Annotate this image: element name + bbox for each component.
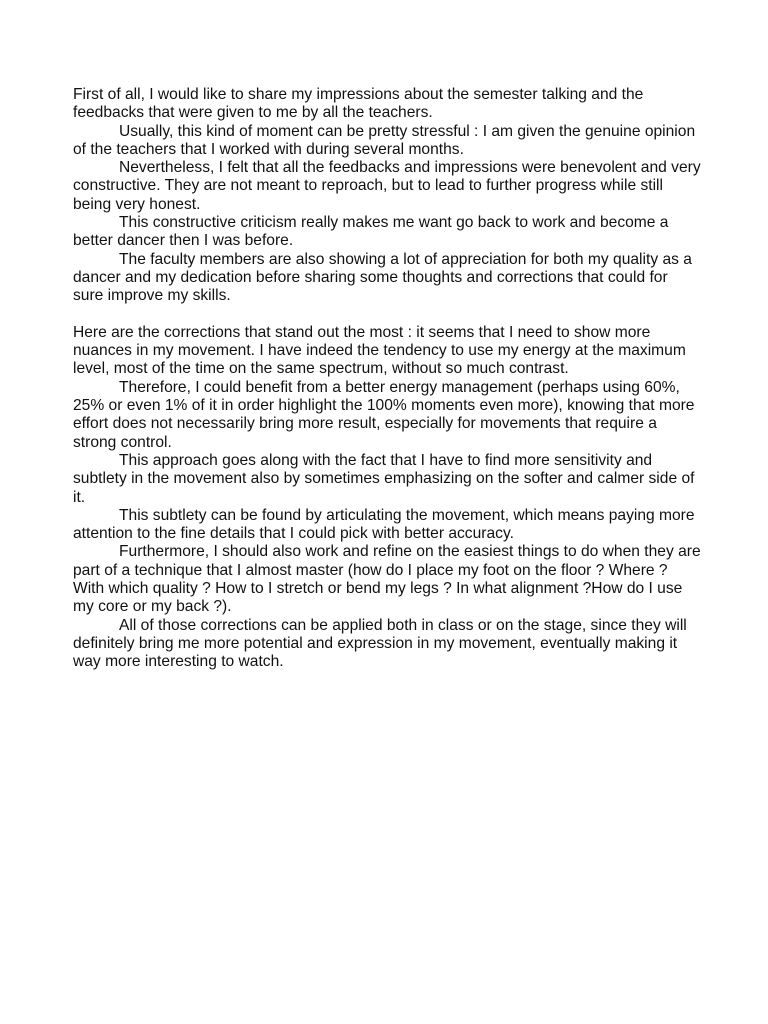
paragraph: This approach goes along with the fact that I have to find more sensitivity and subtlety in the movement also by sometimes emphasizing on the softer and calmer side of it.: [73, 451, 695, 506]
paragraph: This constructive criticism really makes me want go back to work and become a better dancer then I was before.: [73, 214, 669, 250]
paragraph: This subtlety can be found by articulating the movement, which means paying more attention to the fine details that I could pick with better accuracy.: [73, 506, 695, 543]
paragraph: Nevertheless, I felt that all the feedbacks and impressions were benevolent and very constructive. They are not meant to reproach, but to lead to further progress while still being very honest.: [73, 159, 701, 213]
paragraph-corrections-intro: Here are the corrections that stand out the most : it seems that I need to show more nuances in my movement. I have indeed the tendency to use my energy at the maximum level, most of the time on the same spectrum, without so much contrast.: [73, 323, 686, 378]
paragraph: Usually, this kind of moment can be pretty stressful : I am given the genuine opinion of the teachers that I worked with during several months.: [73, 122, 696, 158]
paragraph: The faculty members are also showing a lot of appreciation for both my quality as a dancer and my dedication before sharing some thoughts and corrections that could for sure improve my skills.: [73, 250, 692, 305]
paragraph: Furthermore, I should also work and refine on the easiest things to do when they are part of a technique that I almost master (how do I place my foot on the floor ? Where ? With which quality ? How to I stretch or bend my legs ? In what alignment ?How do I use my core or my back ?).: [73, 543, 701, 616]
document-page: [73, 86, 701, 672]
paragraph: Therefore, I could benefit from a better energy management (perhaps using 60%, 25% or even 1% of it in order highlight the 100% moments even more), knowing that more effort does not necessarily bring more result, especially for movements that require a strong control.: [73, 378, 695, 451]
paragraph-intro: First of all, I would like to share my impressions about the semester talking and the feedbacks that were given to me by all the teachers.: [73, 86, 644, 122]
paragraph: All of those corrections can be applied both in class or on the stage, since they will definitely bring me more potential and expression in my movement, eventually making it way more interesting to watch.: [73, 616, 687, 671]
section-spacer: [73, 306, 701, 324]
